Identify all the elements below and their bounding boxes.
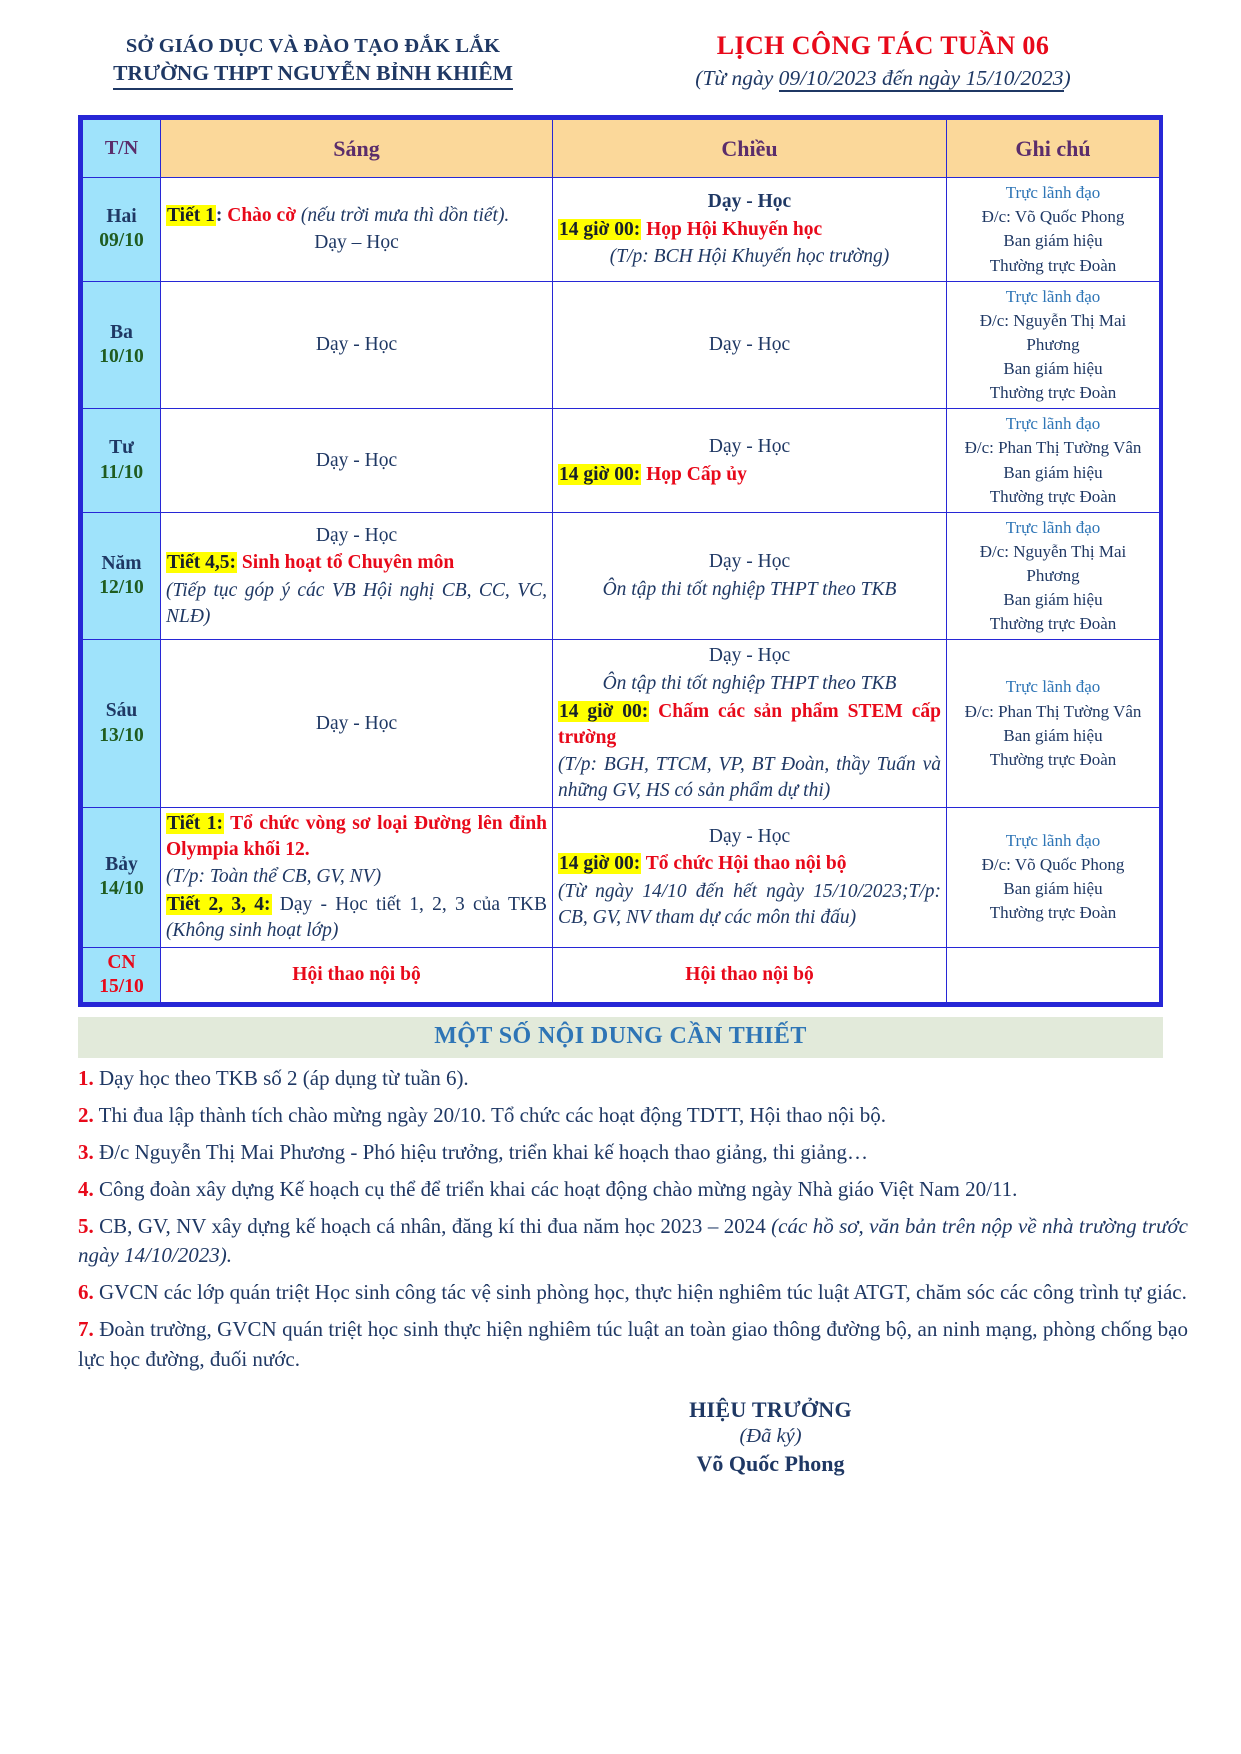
table-header-row [83,120,1160,178]
morning-line [166,962,547,988]
day-name: Tư [109,437,134,459]
afternoon-line [558,217,941,243]
note-number: 1. [78,1066,94,1091]
notes-cell-line: Ban giám hiệu [1003,590,1103,610]
note-item [78,1138,1188,1168]
afternoon-line [558,244,941,270]
afternoon-line [558,851,941,877]
notes-cell [947,947,1160,1003]
morning-segment: Dạy - Học [315,334,398,356]
morning-segment: Tiết 1 [167,204,215,226]
note-item [78,1278,1188,1308]
note-item [78,1064,1188,1094]
weekly-schedule-table [82,119,1160,1003]
signature-inner [561,1397,981,1477]
department-name: SỞ GIÁO DỤC VÀ ĐÀO TẠO ĐẮK LẮK [125,35,501,57]
morning-segment: (T/p: Toàn thể CB, GV, NV) [166,866,382,888]
notes-cell-line: Trực lãnh đạo [1005,677,1101,697]
morning-line [166,811,547,862]
notes-cell [947,281,1160,409]
notes-cell [947,409,1160,513]
day-name: Ba [110,321,133,343]
morning-line [166,578,547,629]
afternoon-segment: Chấm các sản phẩm STEM cấp trường [558,700,941,748]
notes-cell [947,640,1160,807]
day-date: 13/10 [99,724,144,746]
afternoon-cell [553,512,947,640]
afternoon-segment: 14 giờ 00: [559,853,641,875]
afternoon-segment: Họp Hội Khuyến học [641,218,823,240]
afternoon-line [558,879,941,930]
notes-cell-line: Ban giám hiệu [1003,359,1103,379]
day-name: Năm [101,552,142,574]
morning-segment: Dạy - Học [315,712,398,734]
afternoon-segment: Dạy - Học [708,334,791,356]
afternoon-segment: Ôn tập thi tốt nghiệp THPT theo TKB [602,579,897,601]
day-date: 11/10 [99,461,144,483]
morning-segment: Dạy – Học [314,232,399,254]
day-name: Hai [106,206,137,228]
afternoon-segment: 14 giờ 00: [559,218,641,240]
day-date: 15/10 [99,975,144,997]
note-segment: Công đoàn xây dựng Kế hoạch cụ thể để triển khai các hoạt động chào mừng ngày Nhà giáo Việt Nam 20/11. [93,1176,1018,1201]
table-header [83,120,1160,178]
afternoon-line [558,462,941,488]
table-row [83,512,1160,640]
note-segment: Thi đua lập thành tích chào mừng ngày 20/10. Tổ chức các hoạt động TDTT, Hội thao nội bộ. [93,1103,886,1128]
subtitle-prefix: (Từ ngày [695,66,779,91]
table-body [83,178,1160,1003]
afternoon-line [558,189,941,215]
day-date: 14/10 [99,878,144,900]
morning-line [166,332,547,358]
notes-cell-line: Đ/c: Phan Thị Tường Vân [964,438,1142,458]
morning-segment: (Tiếp tục góp ý các VB Hội nghị CB, CC, VC, NLĐ) [166,580,547,627]
column-header-morning: Sáng [161,120,553,178]
morning-segment: Tiết 2, 3, 4: [167,894,271,916]
morning-line [166,230,547,256]
day-cell [83,512,161,640]
notes-cell-line: Đ/c: Phan Thị Tường Vân [964,701,1142,721]
schedule-table-wrapper [78,115,1163,1007]
afternoon-line [558,434,941,460]
day-cell [83,178,161,282]
notes-cell [947,178,1160,282]
column-header-notes: Ghi chú [947,120,1160,178]
notes-cell-line: Ban giám hiệu [1003,231,1103,251]
morning-line [166,892,547,943]
morning-cell [161,640,553,807]
document-header [78,26,1163,93]
afternoon-line [558,699,941,750]
table-row [83,807,1160,947]
notes-cell-line: Ban giám hiệu [1003,462,1103,482]
signature-block [78,1397,1163,1477]
table-row [83,178,1160,282]
note-item [78,1101,1188,1131]
afternoon-cell [553,178,947,282]
morning-segment: Sinh hoạt tổ Chuyên môn [236,552,455,574]
morning-segment: Dạy - Học [315,449,398,471]
morning-segment: Tổ chức vòng sơ loại Đường lên đỉnh Olympia khối 12. [166,812,548,860]
day-name: Sáu [105,700,138,722]
morning-segment: : [215,204,228,226]
afternoon-segment: 14 giờ 00: [559,463,641,485]
signature-role: HIỆU TRƯỞNG [689,1396,852,1422]
morning-line [166,711,547,737]
note-number: 4. [78,1176,94,1201]
notes-cell-line: Thường trực Đoàn [989,903,1117,923]
day-date: 10/10 [99,346,144,368]
day-cell [83,409,161,513]
afternoon-segment: (T/p: BGH, TTCM, VP, BT Đoàn, thầy Tuấn và những GV, HS có sản phẩm dự thi) [558,754,941,802]
school-name: TRƯỜNG THPT NGUYỄN BỈNH KHIÊM [113,60,513,90]
afternoon-line [558,962,941,988]
note-number: 5. [78,1213,94,1238]
afternoon-segment: Dạy - Học [708,825,791,847]
afternoon-line [558,577,941,603]
morning-line [166,523,547,549]
notes-cell-line: Trực lãnh đạo [1005,830,1101,850]
morning-cell [161,178,553,282]
day-date: 12/10 [99,577,144,599]
table-row [83,281,1160,409]
note-number: 2. [78,1103,94,1128]
afternoon-line [558,824,941,850]
afternoon-segment: Ôn tập thi tốt nghiệp THPT theo TKB [602,673,897,695]
day-cell [83,947,161,1003]
morning-cell [161,512,553,640]
day-cell [83,281,161,409]
notes-cell-line: Đ/c: Nguyễn Thị Mai Phương [979,541,1127,586]
morning-cell [161,409,553,513]
morning-line [166,203,547,229]
header-organization [78,26,548,90]
notes-cell-line: Thường trực Đoàn [989,255,1117,275]
afternoon-segment: (T/p: BCH Hội Khuyến học trường) [609,246,890,268]
notes-cell [947,807,1160,947]
notes-cell-line: Ban giám hiệu [1003,725,1103,745]
morning-segment: Hội thao nội bộ [292,964,421,986]
morning-segment: Tiết 1: [167,812,223,834]
notes-cell [947,512,1160,640]
day-date: 09/10 [99,230,144,252]
note-segment: GVCN các lớp quán triệt Học sinh công tác vệ sinh phòng học, thực hiện nghiêm túc luật ATGT, chăm sóc các công trình tự giác. [93,1280,1187,1305]
date-range-subtitle [603,64,1163,93]
note-item [78,1315,1188,1375]
day-cell [83,807,161,947]
notes-cell-line: Thường trực Đoàn [989,383,1117,403]
notes-banner [78,1017,1163,1058]
afternoon-line [558,643,941,669]
notes-cell-line: Đ/c: Nguyễn Thị Mai Phương [979,310,1127,354]
note-segment: CB, GV, NV xây dựng kế hoạch cá nhân, đăng kí thi đua năm học 2023 – 2024 [93,1213,772,1238]
day-name: Bảy [105,853,138,875]
morning-line [166,550,547,576]
notes-cell-line: Trực lãnh đạo [1005,414,1101,434]
afternoon-segment: Tổ chức Hội thao nội bộ [641,853,847,875]
note-item [78,1212,1188,1272]
notes-cell-line: Ban giám hiệu [1003,879,1103,899]
afternoon-segment: Họp Cấp ủy [641,463,747,485]
column-header-day: T/N [83,120,161,178]
table-row [83,640,1160,807]
notes-cell-line: Thường trực Đoàn [989,486,1117,506]
afternoon-cell [553,409,947,513]
notes-cell-line: Trực lãnh đạo [1005,183,1101,203]
note-segment: (các hồ sơ, văn bản trên nộp về nhà trường trước ngày 14/10/2023). [78,1213,1188,1268]
morning-segment: Dạy - Học tiết 1, 2, 3 của TKB [271,894,547,916]
afternoon-line [558,332,941,358]
morning-segment: Dạy - Học [315,524,398,546]
afternoon-segment: Dạy - Học [708,645,791,667]
note-segment: Dạy học theo TKB số 2 (áp dụng từ tuần 6). [93,1066,469,1091]
page-title: LỊCH CÔNG TÁC TUẦN 06 [716,31,1050,60]
notes-cell-line: Đ/c: Võ Quốc Phong [981,207,1125,227]
afternoon-segment: Dạy - Học [707,190,792,212]
morning-segment: (Không sinh hoạt lớp) [166,919,339,941]
afternoon-line [558,671,941,697]
notes-cell-line: Thường trực Đoàn [989,614,1117,634]
afternoon-segment: (Từ ngày 14/10 đến hết ngày 15/10/2023;T/p: CB, GV, NV tham dự các môn thi đấu) [558,881,941,928]
afternoon-segment: Dạy - Học [708,435,791,457]
afternoon-segment: Hội thao nội bộ [685,964,814,986]
afternoon-cell [553,947,947,1003]
table-row [83,947,1160,1003]
afternoon-cell [553,807,947,947]
morning-line [166,864,547,890]
signature-name: Võ Quốc Phong [696,1450,845,1476]
morning-segment: Tiết 4,5: [167,552,236,574]
notes-banner-title: MỘT SỐ NỘI DUNG CẦN THIẾT [434,1023,807,1050]
afternoon-line [558,549,941,575]
afternoon-cell [553,281,947,409]
notes-cell-line: Trực lãnh đạo [1005,517,1101,537]
morning-cell [161,281,553,409]
note-segment: Đ/c Nguyễn Thị Mai Phương - Phó hiệu trưởng, triển khai kế hoạch thao giảng, thi giảng… [93,1139,868,1164]
morning-cell [161,947,553,1003]
morning-segment: (nếu trời mưa thì dồn tiết). [300,204,510,226]
day-name: CN [107,951,136,973]
column-header-afternoon: Chiều [553,120,947,178]
signature-note: (Đã ký) [739,1424,802,1447]
subtitle-range: 09/10/2023 đến ngày 15/10/2023 [778,66,1064,91]
note-number: 6. [78,1280,94,1305]
notes-cell-line: Thường trực Đoàn [989,749,1117,769]
notes-list [78,1064,1188,1374]
table-row [83,409,1160,513]
afternoon-cell [553,640,947,807]
note-segment: Đoàn trường, GVCN quán triệt học sinh thực hiện nghiêm túc luật an toàn giao thông đường bộ, an ninh mạng, phòng chống bạo lực học đường, đuối nước. [78,1316,1188,1371]
day-cell [83,640,161,807]
note-item [78,1175,1188,1205]
afternoon-line [558,752,941,803]
morning-segment: Chào cờ [227,204,301,226]
notes-cell-line: Đ/c: Võ Quốc Phong [981,855,1125,875]
afternoon-segment: 14 giờ 00: [559,700,649,722]
header-title-block [603,26,1163,93]
morning-cell [161,807,553,947]
notes-cell-line: Trực lãnh đạo [1005,286,1101,306]
morning-line [166,448,547,474]
afternoon-segment: Dạy - Học [708,551,791,573]
note-number: 7. [78,1316,94,1341]
subtitle-suffix: ) [1063,66,1071,91]
note-number: 3. [78,1139,94,1164]
